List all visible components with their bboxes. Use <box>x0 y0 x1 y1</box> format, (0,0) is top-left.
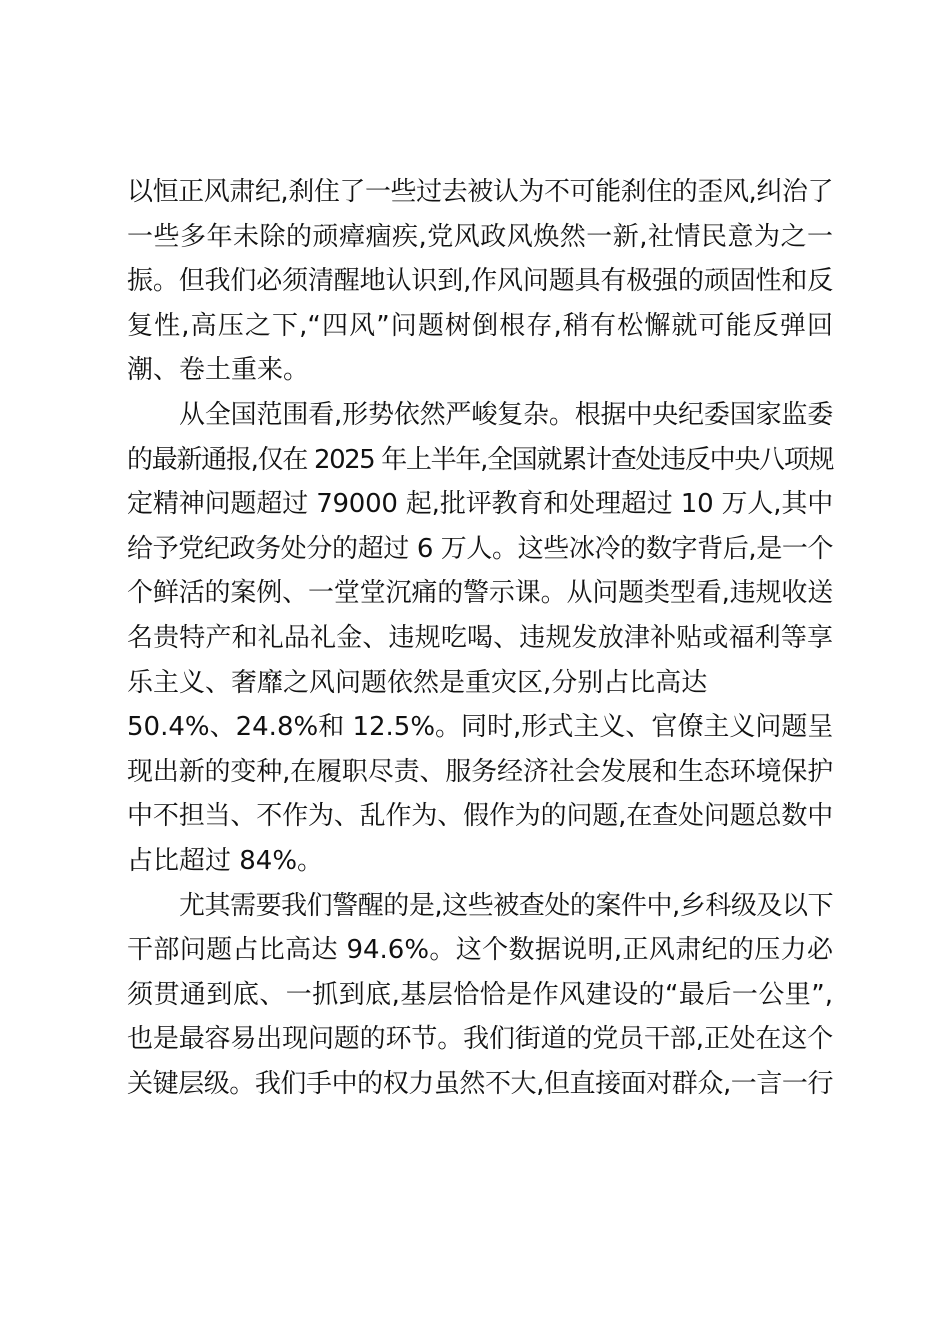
text-line: 干部问题占比高达 94.6%。这个数据说明,正风肃纪的压力必 <box>127 935 833 966</box>
text-line: 须贯通到底、一抓到底,基层恰恰是作风建设的“最后一公里”, <box>127 979 833 1010</box>
text-line: 定精神问题超过 79000 起,批评教育和处理超过 10 万人,其中 <box>127 489 833 520</box>
text-line: 振。但我们必须清醒地认识到,作风问题具有极强的顽固性和反 <box>127 266 833 297</box>
text-line: 乐主义、奢靡之风问题依然是重灾区,分别占比高达 <box>127 667 708 698</box>
text-line: 50.4%、24.8%和 12.5%。同时,形式主义、官僚主义问题呈 <box>127 712 834 743</box>
text-line: 关键层级。我们手中的权力虽然不大,但直接面对群众,一言一行 <box>127 1068 833 1099</box>
text-line: 的最新通报,仅在 2025 年上半年,全国就累计查处违反中央八项规 <box>127 444 833 475</box>
text-line: 给予党纪政务处分的超过 6 万人。这些冰冷的数字背后,是一个 <box>127 533 833 564</box>
text-line: 占比超过 84%。 <box>127 845 324 876</box>
paragraph-2 <box>127 393 833 884</box>
text-line: 现出新的变种,在履职尽责、服务经济社会发展和生态环境保护 <box>127 756 833 787</box>
text-line: 名贵特产和礼品礼金、违规吃喝、违规发放津补贴或福利等享 <box>127 622 833 653</box>
paragraph-3 <box>127 884 833 1107</box>
text-line: 中不担当、不作为、乱作为、假作为的问题,在查处问题总数中 <box>127 801 833 832</box>
text-line: 潮、卷土重来。 <box>127 355 310 386</box>
text-line: 也是最容易出现问题的环节。我们街道的党员干部,正处在这个 <box>127 1024 833 1055</box>
text-line: 尤其需要我们警醒的是,这些被查处的案件中,乡科级及以下 <box>179 890 833 921</box>
text-line: 以恒正风肃纪,刹住了一些过去被认为不可能刹住的歪风,纠治了 <box>127 177 833 207</box>
text-line: 从全国范围看,形势依然严峻复杂。根据中央纪委国家监委 <box>179 399 833 430</box>
document-page <box>127 170 833 1106</box>
text-line: 一些多年未除的顽瘴痼疾,党风政风焕然一新,社情民意为之一 <box>127 221 833 252</box>
paragraph-1 <box>127 170 833 393</box>
text-line: 复性,高压之下,“四风”问题树倒根存,稍有松懈就可能反弹回 <box>127 310 833 341</box>
text-line: 个鲜活的案例、一堂堂沉痛的警示课。从问题类型看,违规收送 <box>127 578 833 609</box>
